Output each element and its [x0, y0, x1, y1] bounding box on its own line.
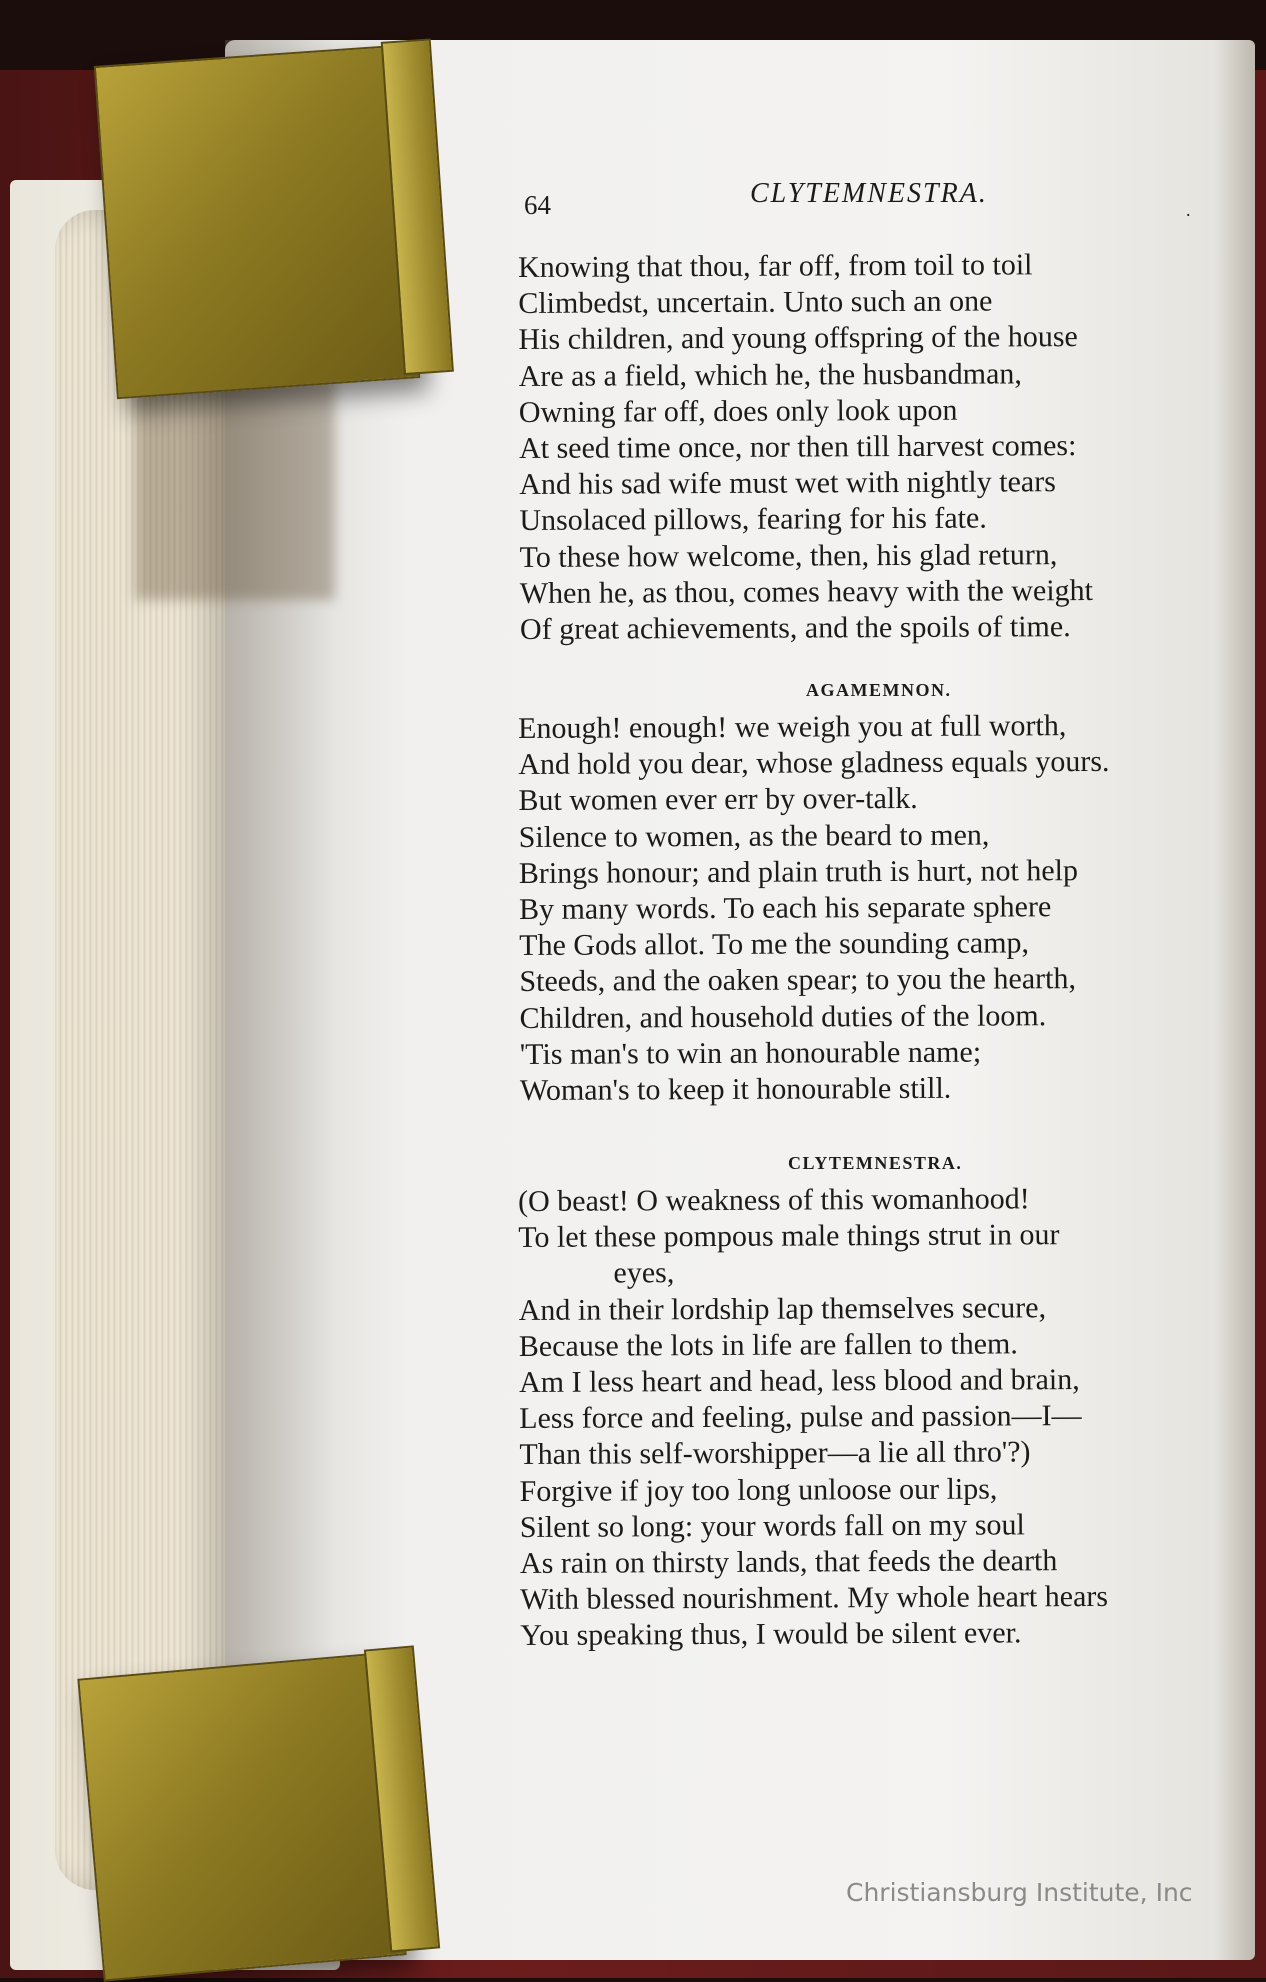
verse-line: Knowing that thou, far off, from toil to toil [518, 248, 1033, 284]
verse-line: Silent so long: your words fall on my soul [519, 1508, 1025, 1545]
page-text [518, 178, 1258, 1655]
verse-line: Enough! enough! we weigh you at full worth, [518, 709, 1067, 746]
verse-line: Are as a field, which he, the husbandman, [518, 356, 1022, 393]
verse-line: Of great achievements, and the spoils of time. [519, 610, 1071, 647]
clip-shadow [135, 380, 335, 600]
verse-line: Less force and feeling, pulse and passion—I— [519, 1399, 1082, 1436]
verse-line: You speaking thus, I would be silent ever. [520, 1617, 1022, 1653]
print-mark: . [1186, 200, 1191, 220]
verse-line: When he, as thou, comes heavy with the weight [519, 573, 1094, 610]
speaker-heading: CLYTEMNESTRA. [788, 1153, 963, 1174]
verse-line: Am I less heart and head, less blood and brain, [518, 1363, 1080, 1400]
verse-line: By many words. To each his separate sphere [518, 890, 1052, 927]
verse-line: Owning far off, does only look upon [518, 393, 958, 429]
speaker-heading: AGAMEMNON. [806, 680, 952, 701]
verse-line: At seed time once, nor then till harvest comes: [518, 429, 1077, 466]
verse-line: eyes, [613, 1257, 675, 1291]
verse-line: Steeds, and the oaken spear; to you the hearth, [519, 962, 1076, 999]
page-header [518, 178, 1258, 234]
stanza-clytemnestra [518, 1181, 1260, 1656]
running-title: CLYTEMNESTRA. [750, 178, 988, 209]
verse-line: The Gods allot. To me the sounding camp, [519, 926, 1030, 963]
verse-line: Woman's to keep it honourable still. [519, 1072, 952, 1108]
verse-line: And hold you dear, whose gladness equals yours. [518, 745, 1110, 782]
verse-line: Climbedst, uncertain. Unto such an one [518, 284, 993, 321]
verse-line: Forgive if joy too long unloose our lips, [519, 1472, 998, 1509]
verse-line: As rain on thirsty lands, that feeds the dearth [519, 1544, 1058, 1581]
brass-page-clip-bottom [77, 1652, 406, 1981]
verse-line: And in their lordship lap themselves secure, [518, 1291, 1047, 1328]
verse-line: Unsolaced pillows, fearing for his fate. [519, 501, 987, 538]
stanza-opening [518, 246, 1260, 648]
verse-line: To let these pompous male things strut in our [518, 1218, 1060, 1255]
verse-line: With blessed nourishment. My whole heart hears [520, 1580, 1109, 1617]
verse-line: His children, and young offspring of the house [518, 320, 1078, 357]
verse-line: But women ever err by over-talk. [518, 782, 918, 818]
verse-line: Because the lots in life are fallen to them. [518, 1327, 1018, 1364]
watermark: Christiansburg Institute, Inc [846, 1878, 1193, 1907]
page-number: 64 [524, 190, 551, 220]
brass-page-clip-top [94, 45, 421, 399]
stanza-agamemnon [518, 707, 1260, 1109]
verse-line: 'Tis man's to win an honourable name; [519, 1035, 982, 1072]
verse-line: Brings honour; and plain truth is hurt, not help [518, 854, 1079, 891]
verse-line: Than this self-worshipper—a lie all thro'?) [519, 1436, 1031, 1472]
verse-line: (O beast! O weakness of this womanhood! [518, 1182, 1030, 1219]
verse-line: Silence to women, as the beard to men, [518, 818, 990, 854]
verse-line: And his sad wife must wet with nightly tears [519, 465, 1056, 502]
verse-line: To these how welcome, then, his glad return, [519, 537, 1058, 574]
verse-line: Children, and household duties of the loom. [519, 999, 1047, 1035]
